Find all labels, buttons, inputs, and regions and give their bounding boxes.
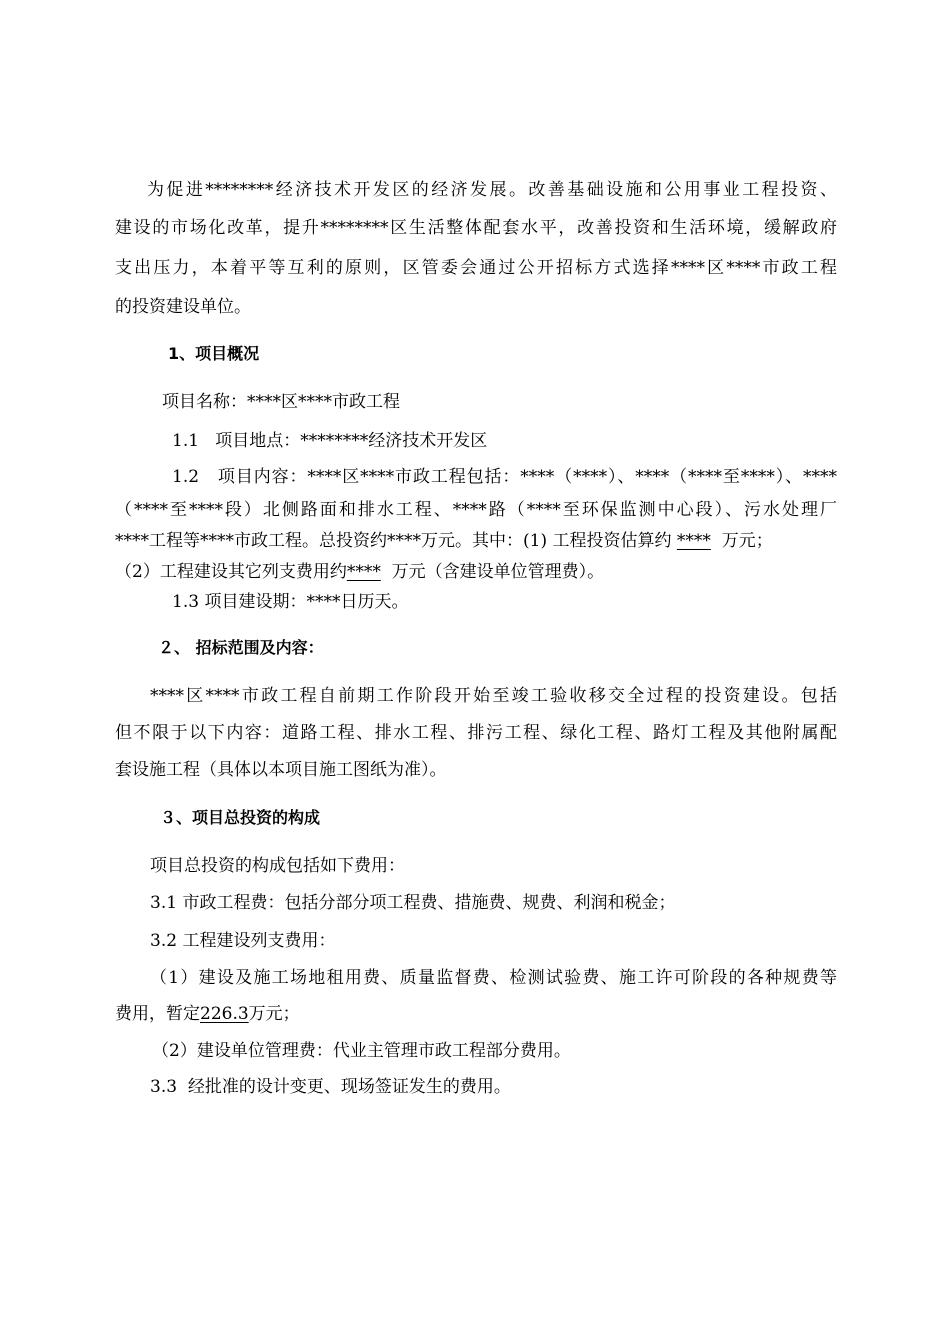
section-3-heading: ３、项目总投资的构成 xyxy=(160,808,321,827)
project-location-line: 1.1 项目地点：********经济技术开发区 xyxy=(172,431,488,451)
project-period-line: 1.3 项目建设期：****日历天。 xyxy=(172,592,409,612)
scope-line-1: ****区****市政工程自前期工作阶段开始至竣工验收移交全过程的投资建设。包括 xyxy=(150,686,837,706)
tentative-amount: 226.3 xyxy=(200,1004,249,1024)
project-content-line-3-text: ****工程等****市政工程。总投资约****万元。其中：(1) 工程投资估算约 xyxy=(115,531,677,551)
scope-line-2: 但不限于以下内容：道路工程、排水工程、排污工程、绿化工程、路灯工程及其他附属配 xyxy=(115,723,837,743)
intro-line-2: 建设的市场化改革，提升********区生活整体配套水平，改善投资和生活环境，缓解政府 xyxy=(115,218,837,238)
project-content-line-1: 1.2 项目内容：****区****市政工程包括：****（****）、****（****至****）、**** xyxy=(172,467,837,487)
item-3-2-2: （2）建设单位管理费：代业主管理市政工程部分费用。 xyxy=(152,1041,571,1061)
intro-line-3: 支出压力，本着平等互利的原则，区管委会通过公开招标方式选择****区****市政工程 xyxy=(115,258,837,278)
item-3-2-1-line-2 xyxy=(115,1002,300,1026)
intro-line-1: 为促进********经济技术开发区的经济发展。改善基础设施和公用事业工程投资、 xyxy=(147,180,837,200)
project-content-line-4 xyxy=(115,560,604,584)
project-content-line-4-text: （2）工程建设其它列支费用约 xyxy=(115,562,347,582)
item-3-1: 3.1 市政工程费：包括分部分项工程费、措施费、规费、利润和税金； xyxy=(150,893,676,913)
project-content-line-3-unit: 万元； xyxy=(710,531,773,551)
item-3-2-1-text: 费用，暂定 xyxy=(115,1004,200,1024)
item-3-2-1-line-1: （1）建设及施工场地租用费、质量监督费、检测试验费、施工许可阶段的各种规费等 xyxy=(150,968,837,988)
item-3-2: 3.2 工程建设列支费用： xyxy=(150,931,336,951)
section-2-heading: ２、 招标范围及内容： xyxy=(158,638,324,657)
project-content-line-4-unit: 万元（含建设单位管理费）。 xyxy=(380,562,605,582)
investment-intro: 项目总投资的构成包括如下费用： xyxy=(150,856,405,876)
other-expenses-amount: **** xyxy=(346,562,381,582)
item-3-3: 3.3 经批准的设计变更、现场签证发生的费用。 xyxy=(150,1077,511,1097)
project-content-line-2: （****至****段）北侧路面和排水工程、****路（****至环保监测中心段）、污水处理厂 xyxy=(115,500,837,520)
intro-line-4: 的投资建设单位。 xyxy=(115,297,251,317)
scope-line-3: 套设施工程（具体以本项目施工图纸为准）。 xyxy=(115,760,447,780)
section-1-heading: 1、项目概况 xyxy=(168,344,260,363)
item-3-2-1-unit: 万元； xyxy=(248,1004,300,1024)
project-content-line-3 xyxy=(115,529,773,553)
engineering-investment-amount: **** xyxy=(676,531,711,551)
project-name-line: 项目名称：****区****市政工程 xyxy=(162,392,400,412)
